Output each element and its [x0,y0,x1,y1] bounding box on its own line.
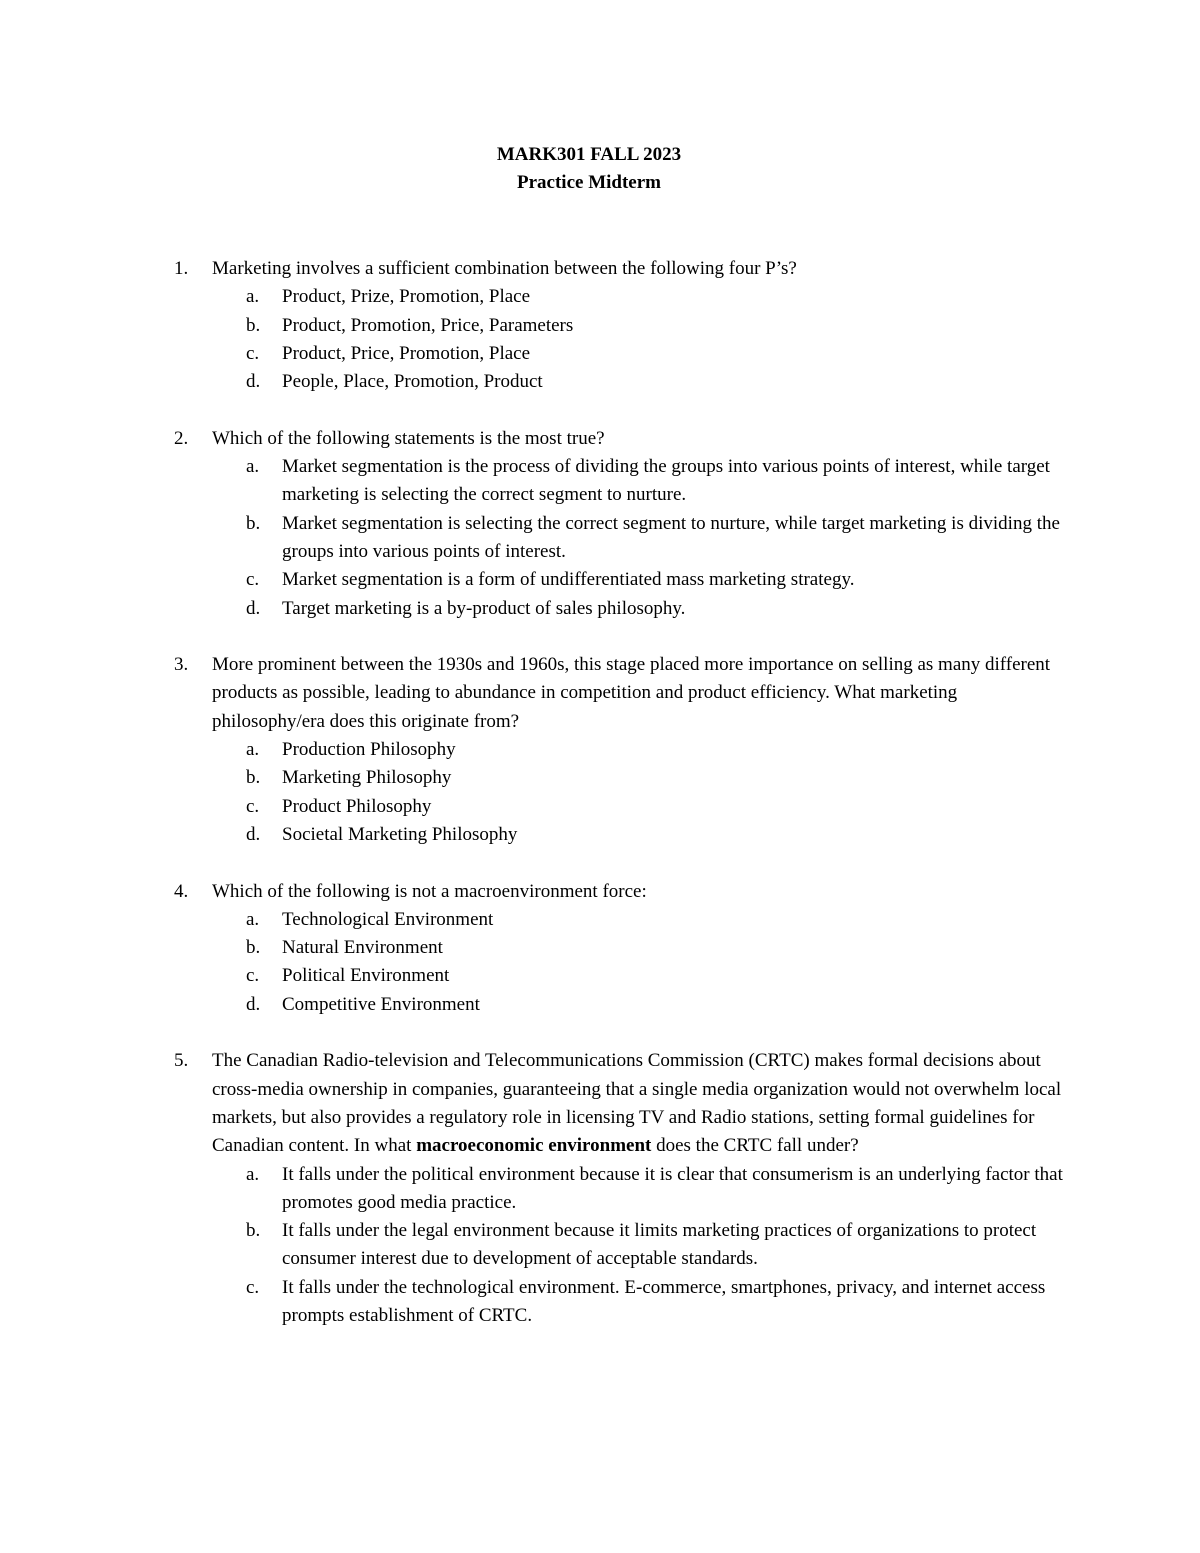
option-text: Market segmentation is selecting the correct segment to nurture, while target marketing is dividing the groups into various points of interest. [282,512,1060,562]
option-text: Societal Marketing Philosophy [282,823,518,845]
option-text: Production Philosophy [282,739,456,761]
option-letter: d. [246,597,261,619]
option-text: Product, Price, Promotion, Place [282,342,531,364]
option-b [212,1217,1070,1274]
question-text: Which of the following is not a macroenvironment force: [212,880,647,902]
option-b [212,934,1070,962]
question-4 [0,878,1200,1019]
option-text: Market segmentation is the process of dividing the groups into various points of interest, while target marketing is selecting the correct segment to nurture. [282,456,1050,506]
option-letter: a. [246,456,260,478]
question-number: 2. [174,427,189,449]
option-letter: c. [246,795,260,817]
option-letter: b. [246,767,261,789]
option-text: Product Philosophy [282,795,432,817]
question-text [212,1047,1070,1160]
option-text: Competitive Environment [282,993,480,1015]
option-text: It falls under the legal environment because it limits marketing practices of organizations to protect consumer interest due to development of acceptable standards. [282,1220,1037,1270]
option-letter: a. [246,739,260,761]
question-number: 5. [174,1050,189,1072]
option-b [212,312,1070,340]
option-text: Natural Environment [282,937,443,959]
document-header [0,141,1178,198]
option-letter: a. [246,1163,260,1185]
option-text: People, Place, Promotion, Product [282,371,543,393]
question-number: 4. [174,880,189,902]
option-list [212,906,1070,1019]
option-c [212,566,1070,594]
option-d [212,368,1070,396]
option-a [212,1161,1070,1218]
option-text: Target marketing is a by-product of sales philosophy. [282,597,686,619]
option-text: Market segmentation is a form of undifferentiated mass marketing strategy. [282,569,855,591]
option-a [212,736,1070,764]
option-list [212,1161,1070,1331]
option-text: It falls under the political environment because it is clear that consumerism is an underlying factor that promotes good media practice. [282,1163,1063,1213]
option-letter: b. [246,314,261,336]
option-letter: b. [246,1220,261,1242]
question-list [0,255,1200,1359]
option-text: It falls under the technological environment. E-commerce, smartphones, privacy, and internet access prompts establishment of CRTC. [282,1276,1046,1326]
option-text: Marketing Philosophy [282,767,452,789]
option-d [212,595,1070,623]
question-text: Marketing involves a sufficient combination between the following four P’s? [212,258,797,279]
option-letter: c. [246,1276,260,1298]
question-3 [0,651,1200,849]
option-text: Product, Prize, Promotion, Place [282,286,531,308]
option-d [212,991,1070,1019]
course-title: MARK301 FALL 2023 [496,144,682,165]
question-text: Which of the following statements is the most true? [212,427,605,449]
option-text: Technological Environment [282,908,494,930]
question-number: 3. [174,654,189,676]
option-list [212,283,1070,396]
option-letter: c. [246,342,260,364]
option-c [212,1274,1070,1331]
option-text: Product, Promotion, Price, Parameters [282,314,574,336]
option-letter: b. [246,512,261,534]
question-text-part: does the CRTC fall under? [651,1135,859,1157]
option-letter: d. [246,823,261,845]
option-letter: b. [246,937,261,959]
option-b [212,510,1070,567]
option-letter: d. [246,993,261,1015]
question-5 [0,1047,1200,1330]
option-list [212,736,1070,849]
question-text-emphasis: macroeconomic environment [416,1135,652,1157]
option-list [212,453,1070,623]
option-a [212,906,1070,934]
question-1 [0,255,1200,396]
question-number: 1. [174,258,189,279]
option-d [212,821,1070,849]
option-text: Political Environment [282,965,450,987]
option-letter: a. [246,908,260,930]
option-letter: a. [246,286,260,308]
question-text: More prominent between the 1930s and 1960s, this stage placed more importance on selling as many different products as possible, leading to abundance in competition and product efficiency. What marketing philosophy/era does this originate from? [212,654,1051,732]
option-c [212,340,1070,368]
option-a [212,283,1070,311]
option-letter: c. [246,965,260,987]
option-b [212,764,1070,792]
question-2 [0,425,1200,623]
option-a [212,453,1070,510]
option-c [212,962,1070,990]
option-letter: c. [246,569,260,591]
question-text-part: The Canadian Radio-television and Telecommunications Commission (CRTC) makes formal decisions about cross-media ownership in companies, guaranteeing that a single media organization would not overwhelm local markets, but also provides a regulatory role in licensing TV and Radio stations, setting formal guidelines for Canadian content. In what [212,1050,1062,1157]
option-letter: d. [246,371,261,393]
exam-title: Practice Midterm [517,172,661,194]
option-c [212,793,1070,821]
